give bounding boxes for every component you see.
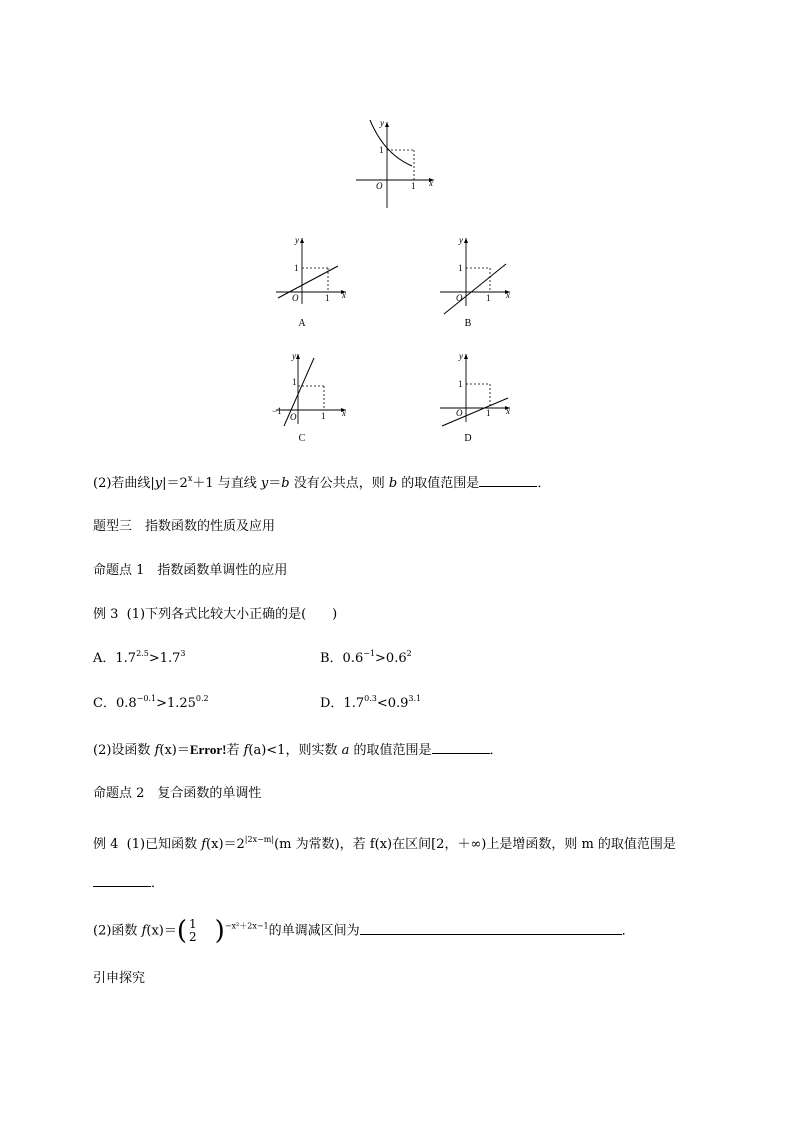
text-segment: ．: [489, 743, 503, 758]
y-axis-label: y: [459, 351, 463, 361]
option-text: A．1.7: [93, 651, 137, 666]
graph-option-c: [272, 350, 352, 428]
answer-blank[interactable]: [479, 472, 537, 487]
var-f: f: [243, 743, 249, 758]
exponent: x: [187, 474, 193, 483]
y-axis-label: y: [295, 235, 299, 245]
x-axis-label: x: [506, 290, 510, 300]
one-label-y: 1: [458, 379, 463, 389]
one-label-y: 1: [379, 145, 384, 155]
x-axis-label: x: [506, 406, 510, 416]
text-segment: (a)<1，则实数: [248, 743, 342, 758]
text-segment: (x)＝: [159, 743, 190, 758]
var-f: f: [154, 743, 160, 758]
one-label-x: 1: [321, 411, 326, 421]
left-paren: (: [176, 916, 188, 946]
text-segment: 的取值范围是: [349, 743, 432, 758]
y-axis-label: y: [459, 235, 463, 245]
one-label-x: 1: [411, 181, 416, 191]
option-d: [320, 695, 421, 713]
subsection-title-1: 命题点 1 指数函数单调性的应用: [93, 563, 288, 578]
origin-label: O: [456, 408, 463, 418]
graph-option-b: [438, 234, 518, 316]
one-label-y: 1: [458, 263, 463, 273]
text-segment: (2)若曲线|: [93, 476, 155, 491]
text-segment: (x)＝: [146, 923, 177, 939]
example-label: 例 4: [93, 837, 119, 852]
var-y: y: [260, 476, 269, 491]
option-text: B．0.6: [320, 651, 364, 666]
example-3-part-2: [93, 739, 503, 760]
right-paren: ): [214, 916, 225, 946]
caption-c: C: [298, 433, 306, 444]
text-segment: |＝2: [162, 476, 188, 491]
option-text: >1.25: [156, 696, 196, 711]
option-text: <0.9: [376, 696, 409, 711]
x-axis-label: x: [342, 408, 346, 418]
text-segment: (2)函数: [93, 923, 142, 939]
one-label-x: 1: [325, 293, 330, 303]
section-title: 题型三 指数函数的性质及应用: [93, 519, 276, 534]
example-4-answer-line: [93, 872, 164, 893]
text-segment: ＋1 与直线: [192, 476, 261, 491]
one-label-y: 1: [292, 377, 297, 387]
option-c: [93, 695, 209, 713]
example-4-line: [93, 836, 676, 854]
extend-heading: 引申探究: [93, 971, 146, 986]
text-segment: ＝: [268, 476, 282, 491]
exponent: 0.3: [364, 694, 377, 703]
answer-blank[interactable]: [93, 872, 151, 887]
example-4-part-2: [93, 918, 635, 944]
one-label-x: 1: [486, 293, 491, 303]
caption-b: B: [464, 318, 472, 329]
exponent: 2: [406, 649, 412, 658]
one-label-y: 1: [294, 263, 299, 273]
exponent: 0.2: [195, 694, 209, 703]
var-b: b: [388, 476, 398, 491]
y-axis-label: y: [380, 118, 384, 128]
x-axis-label: x: [342, 290, 346, 300]
origin-label: O: [290, 412, 297, 422]
var-y: y: [154, 476, 163, 491]
option-text: >1.7: [148, 651, 181, 666]
exponent: 3: [180, 649, 186, 658]
exponent: −x²＋2x−1: [224, 921, 269, 931]
text-segment: (x)＝2: [206, 837, 245, 852]
one-label-x: 1: [486, 408, 491, 418]
denominator: 2: [189, 930, 197, 944]
text-segment: ．: [537, 476, 551, 491]
option-text: C．0.8: [93, 696, 137, 711]
exponent: 3.1: [408, 694, 422, 703]
text-segment: 若: [226, 743, 244, 758]
text-segment: ．: [621, 923, 635, 939]
option-b: [320, 650, 412, 668]
text-segment: (1)已知函数: [126, 837, 202, 852]
example-text: (1)下列各式比较大小正确的是( ): [126, 607, 338, 622]
option-a: [93, 650, 185, 668]
subsection-title-2: 命题点 2 复合函数的单调性: [93, 786, 262, 801]
text-segment: ．: [151, 876, 165, 891]
example-3-line: [93, 606, 337, 624]
answer-blank[interactable]: [432, 739, 490, 754]
text-segment: (2)设函数: [93, 743, 155, 758]
exponent: −0.1: [136, 694, 157, 703]
error-text: Error!: [189, 742, 227, 757]
text-segment: 的取值范围是: [397, 476, 480, 491]
var-f: f: [201, 837, 207, 852]
fraction: [189, 918, 197, 944]
x-axis-label: x: [429, 178, 433, 188]
neg-one-label: −1: [272, 406, 282, 416]
origin-label: O: [456, 293, 463, 303]
numerator: 1: [189, 917, 197, 931]
var-f: f: [141, 923, 147, 939]
text-segment: 的单调减区间为: [268, 923, 360, 939]
exponent: 2.5: [136, 649, 149, 658]
origin-label: O: [376, 181, 383, 191]
exponent: −1: [363, 649, 376, 658]
exponent: |2x−m|: [244, 835, 275, 844]
answer-blank[interactable]: [360, 920, 622, 935]
text-segment: (m 为常数)，若 f(x)在区间[2，＋∞)上是增函数，则 m 的取值范围是: [274, 837, 676, 852]
option-text: D．1.7: [320, 696, 365, 711]
question-curve-line: [93, 472, 550, 493]
y-axis-label: y: [292, 351, 296, 361]
graph-option-a: [274, 234, 354, 306]
var-b: b: [281, 476, 290, 491]
caption-a: A: [298, 318, 306, 329]
example-label: 例 3: [93, 607, 119, 622]
text-segment: 没有公共点，则: [289, 476, 389, 491]
origin-label: O: [292, 293, 299, 303]
graph-exponential: [350, 118, 440, 210]
var-a: a: [341, 743, 350, 758]
graph-option-d: [438, 350, 518, 428]
option-text: >0.6: [375, 651, 407, 666]
caption-d: D: [464, 433, 472, 444]
